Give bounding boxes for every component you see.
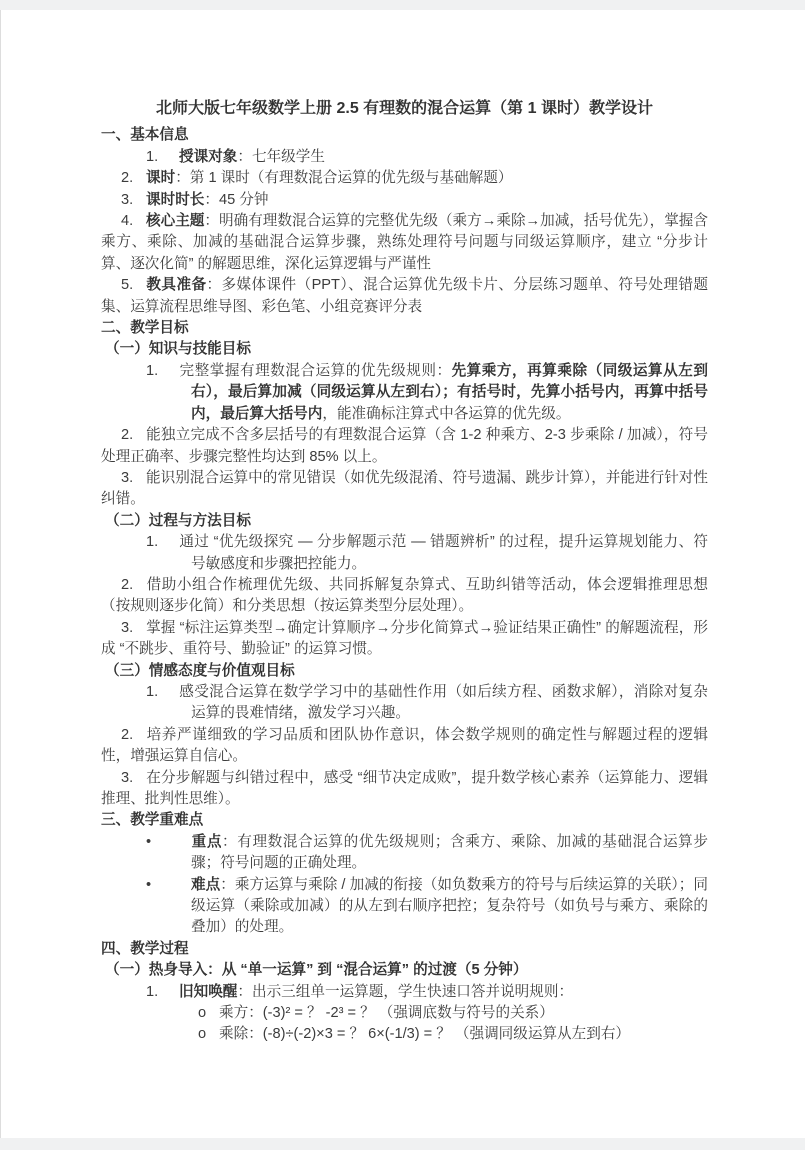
- item-label: 授课对象: [179, 148, 238, 165]
- item-text: 乘方：(-3)² = ？ -2³ = ？ （强调底数与符号的关系）: [219, 1005, 554, 1022]
- item-label: 旧知唤醒: [179, 983, 238, 1000]
- heading-emotion-goals: （三）情感态度与价值观目标: [105, 662, 295, 679]
- heading-knowledge-goals: （一）知识与技能目标: [105, 341, 251, 358]
- list-number: 2.: [121, 427, 134, 444]
- warmup-sub-item-power: [101, 1003, 708, 1024]
- emotion-goal-2: [101, 725, 708, 768]
- process-goal-3: [101, 618, 708, 661]
- item-text: 培养严谨细致的学习品质和团队协作意识，体会数学规则的确定性与解题过程的逻辑性，增强运算自信心。: [101, 726, 708, 765]
- warmup-item-1: [101, 982, 708, 1003]
- item-text: 完整掌握有理数混合运算的优先级规则：: [179, 362, 452, 379]
- basic-info-item-4: [101, 211, 708, 275]
- heading-warmup: （一）热身导入：从 “单一运算” 到 “混合运算” 的过渡（5 分钟）: [105, 962, 528, 979]
- process-goal-1: [101, 532, 708, 575]
- bullet-icon: •: [146, 833, 152, 850]
- list-number: 2.: [121, 726, 134, 743]
- heading-basic-info: 一、基本信息: [101, 127, 189, 144]
- item-text: ：45 分钟: [204, 191, 269, 208]
- item-bold-text: 先算乘方，再算乘除（同级运算从左到右），最后算加减（同级运算从左到右）；有括号时，先算小括号内，再算中括号内，最后算大括号内: [191, 362, 708, 422]
- item-text: 乘除：(-8)÷(-2)×3 = ？ 6×(-1/3) = ？ （强调同级运算从左到右）: [219, 1026, 631, 1043]
- list-number: 1.: [146, 534, 159, 551]
- item-text: 能识别混合运算中的常见错误（如优先级混淆、符号遗漏、跳步计算），并能进行针对性纠错。: [101, 469, 708, 508]
- item-label: 课时时长: [146, 191, 205, 208]
- basic-info-item-1: [101, 147, 708, 168]
- emotion-goal-3: [101, 768, 708, 811]
- item-text: ：第 1 课时（有理数混合运算的优先级与基础解题）: [175, 170, 513, 187]
- item-text: ：多媒体课件（PPT）、混合运算优先级卡片、分层练习题单、符号处理错题集、运算流程思维导图、彩色笔、小组竞赛评分表: [101, 277, 708, 315]
- item-text: ：明确有理数混合运算的完整优先级（乘方→乘除→加减，括号优先），掌握含乘方、乘除、加减的基础混合运算步骤，熟练处理符号问题与同级运算顺序，建立 “分步计算、逐次化简” 的解题思维，深化运算逻辑与严谨性: [101, 213, 708, 272]
- basic-info-item-5: [101, 275, 708, 318]
- item-text: 能独立完成不含多层括号的有理数混合运算（含 1-2 种乘方、2-3 步乘除 / 加减），符号处理正确率、步骤完整性均达到 85% 以上。: [101, 427, 708, 465]
- item-text: 通过 “优先级探究 — 分步解题示范 — 错题辨析” 的过程，提升运算规划能力、符号敏感度和步骤把控能力。: [179, 534, 708, 572]
- bullet-icon: •: [146, 876, 152, 893]
- list-number: 2.: [121, 170, 134, 187]
- document-title: 北师大版七年级数学上册 2.5 有理数的混合运算（第 1 课时）教学设计: [156, 100, 653, 117]
- item-label: 重点: [191, 833, 223, 850]
- item-label: 教具准备: [146, 277, 207, 294]
- item-text: 借助小组合作梳理优先级、共同拆解复杂算式、互助纠错等活动，体会逻辑推理思想（按规则逐步化简）和分类思想（按运算类型分层处理）。: [101, 576, 708, 615]
- item-text: ：乘方运算与乘除 / 加减的衔接（如负数乘方的符号与后续运算的关联）；同级运算（乘除或加减）的从左到右顺序把控；复杂符号（如负号与乘方、乘除的叠加）的处理。: [191, 876, 708, 936]
- list-number: 1.: [146, 683, 159, 700]
- emotion-goal-1: [101, 682, 708, 725]
- warmup-sub-item-muldiv: [101, 1024, 708, 1045]
- heading-process-goals: （二）过程与方法目标: [105, 512, 251, 529]
- item-text: ：出示三组单一运算题，学生快速口答并说明规则：: [237, 983, 574, 1000]
- heading-teaching-process: 四、教学过程: [101, 940, 189, 957]
- knowledge-goal-1: [101, 361, 708, 425]
- basic-info-item-3: [101, 190, 708, 211]
- list-number: 1.: [146, 362, 159, 379]
- list-number: 3.: [121, 619, 134, 636]
- list-number: 3.: [121, 769, 134, 786]
- list-number: 1.: [146, 148, 159, 165]
- item-label: 课时: [146, 170, 176, 187]
- list-number: 1.: [146, 983, 159, 1000]
- list-number: 3.: [121, 469, 134, 486]
- circle-bullet-icon: o: [198, 1026, 207, 1043]
- circle-bullet-icon: o: [198, 1005, 207, 1022]
- list-number: 4.: [121, 213, 134, 230]
- item-text: ：有理数混合运算的优先级规则；含乘方、乘除、加减的基础混合运算步骤；符号问题的正确处理。: [191, 833, 708, 872]
- item-label: 核心主题: [146, 213, 205, 230]
- basic-info-item-2: [101, 168, 708, 189]
- knowledge-goal-3: [101, 468, 708, 511]
- list-number: 2.: [121, 576, 134, 593]
- heading-key-points: 三、教学重难点: [101, 812, 204, 829]
- list-number: 5.: [121, 277, 134, 294]
- item-text: 在分步解题与纠错过程中，感受 “细节决定成败”，提升数学核心素养（运算能力、逻辑推理、批判性思维）。: [101, 769, 708, 807]
- document-page: [0, 10, 805, 1138]
- item-text: 掌握 “标注运算类型→确定计算顺序→分步化简算式→验证结果正确性” 的解题流程，形成 “不跳步、重符号、勤验证” 的运算习惯。: [101, 619, 708, 658]
- document-content: [1, 10, 805, 1086]
- item-text: ，能准确标注算式中各运算的优先级。: [322, 405, 571, 422]
- knowledge-goal-2: [101, 425, 708, 468]
- heading-objectives: 二、教学目标: [101, 320, 189, 337]
- item-text: 感受混合运算在数学学习中的基础性作用（如后续方程、函数求解），消除对复杂运算的畏难情绪，激发学习兴趣。: [179, 683, 708, 722]
- difficult-point-item: [101, 875, 708, 939]
- process-goal-2: [101, 575, 708, 618]
- item-text: ：七年级学生: [237, 148, 325, 165]
- key-point-item: [101, 832, 708, 875]
- item-label: 难点: [191, 876, 221, 893]
- list-number: 3.: [121, 191, 134, 208]
